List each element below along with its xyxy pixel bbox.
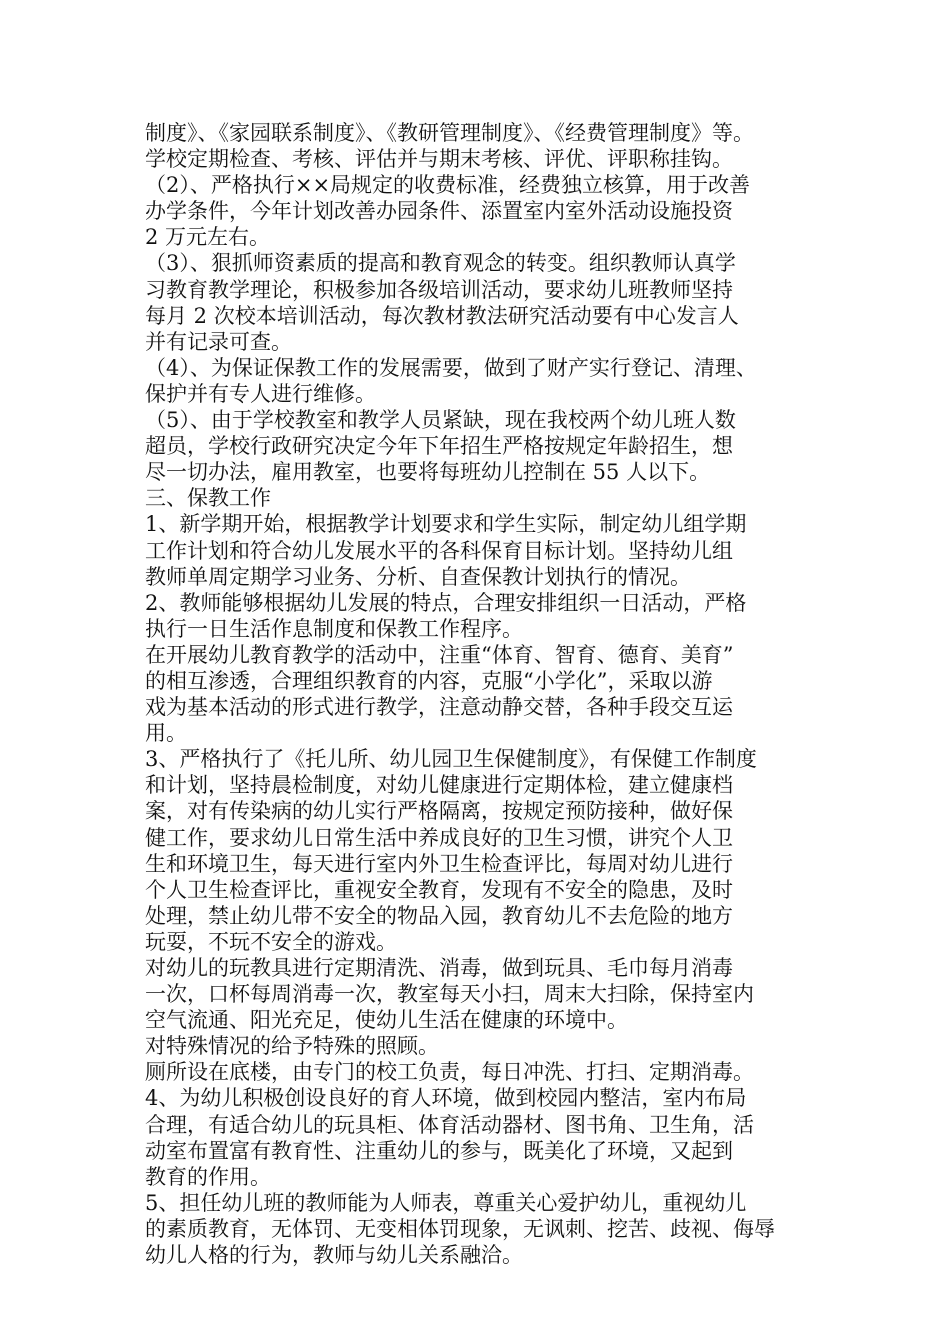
text-line: 处理，禁止幼儿带不安全的物品入园，教育幼儿不去危险的地方 <box>145 903 733 928</box>
text-line: 工作计划和符合幼儿发展水平的各科保育目标计划。坚持幼儿组 <box>145 538 733 563</box>
text-line: （4）、为保证保教工作的发展需要，做到了财产实行登记、清理、 <box>145 355 757 380</box>
text-line: 学校定期检查、考核、评估并与期末考核、评优、评职称挂钩。 <box>145 147 733 172</box>
text-line: 个人卫生检查评比，重视安全教育，发现有不安全的隐患，及时 <box>145 877 733 902</box>
text-line: 习教育教学理论，积极参加各级培训活动，要求幼儿班教师坚持 <box>145 277 733 302</box>
text-line: 合理，有适合幼儿的玩具柜、体育活动器材、图书角、卫生角，活 <box>145 1112 754 1137</box>
text-line: 超员，学校行政研究决定今年下年招生严格按规定年龄招生，想 <box>145 434 733 459</box>
text-line: 教师单周定期学习业务、分析、自查保教计划执行的情况。 <box>145 564 691 589</box>
text-line: 用。 <box>145 721 187 746</box>
text-line: （5）、由于学校教室和教学人员紧缺，现在我校两个幼儿班人数 <box>145 408 736 433</box>
text-line: 健工作，要求幼儿日常生活中养成良好的卫生习惯，讲究个人卫 <box>145 825 733 850</box>
text-line: 的素质教育，无体罚、无变相体罚现象，无讽刺、挖苦、歧视、侮辱 <box>145 1216 775 1241</box>
text-line: 玩耍，不玩不安全的游戏。 <box>145 929 397 954</box>
text-line: 保护并有专人进行维修。 <box>145 381 376 406</box>
text-line: 制度》、《家园联系制度》、《教研管理制度》、《经费管理制度》等。 <box>145 121 754 145</box>
text-line: 3、严格执行了《托儿所、幼儿园卫生保健制度》，有保健工作制度 <box>145 747 757 772</box>
text-line: 幼儿人格的行为，教师与幼儿关系融洽。 <box>145 1243 523 1268</box>
text-line: 空气流通、阳光充足，使幼儿生活在健康的环境中。 <box>145 1008 628 1033</box>
text-line: 厕所设在底楼，由专门的校工负责，每日冲洗、打扫、定期消毒。 <box>145 1060 754 1085</box>
document-body-text <box>145 120 815 1268</box>
text-line: 尽一切办法，雇用教室，也要将每班幼儿控制在 55 人以下。 <box>145 460 711 485</box>
text-line: 每月 2 次校本培训活动，每次教材教法研究活动要有中心发言人 <box>145 303 739 328</box>
text-line: 2、教师能够根据幼儿发展的特点，合理安排组织一日活动，严格 <box>145 590 747 615</box>
text-line: 一次，口杯每周消毒一次，教室每天小扫，周末大扫除，保持室内 <box>145 982 754 1007</box>
text-line: 对特殊情况的给予特殊的照顾。 <box>145 1034 439 1059</box>
text-line: 动室布置富有教育性、注重幼儿的参与，既美化了环境，又起到 <box>145 1138 733 1163</box>
text-line: 三、保教工作 <box>145 486 271 511</box>
text-line: 执行一日生活作息制度和保教工作程序。 <box>145 616 523 641</box>
text-line: 2 万元左右。 <box>145 225 271 250</box>
text-line: 办学条件，今年计划改善办园条件、添置室内室外活动设施投资 <box>145 199 733 224</box>
text-line: 戏为基本活动的形式进行教学，注意动静交替，各种手段交互运 <box>145 695 733 720</box>
text-line: 对幼儿的玩教具进行定期清洗、消毒，做到玩具、毛巾每月消毒 <box>145 956 733 980</box>
text-line: （2）、严格执行××局规定的收费标准，经费独立核算，用于改善 <box>145 173 751 198</box>
text-line: 生和环境卫生，每天进行室内外卫生检查评比，每周对幼儿进行 <box>145 851 733 876</box>
text-line: 并有记录可查。 <box>145 329 292 354</box>
text-line: （3）、狠抓师资素质的提高和教育观念的转变。组织教师认真学 <box>145 251 736 276</box>
text-line: 和计划，坚持晨检制度，对幼儿健康进行定期体检，建立健康档 <box>145 773 733 798</box>
text-line: 4、为幼儿积极创设良好的育人环境，做到校园内整洁，室内布局 <box>145 1086 747 1111</box>
text-line: 的相互渗透，合理组织教育的内容，克服“小学化”，采取以游 <box>145 668 713 693</box>
text-line: 5、担任幼儿班的教师能为人师表，尊重关心爱护幼儿，重视幼儿 <box>145 1190 747 1215</box>
text-line: 教育的作用。 <box>145 1164 271 1189</box>
text-line: 1、新学期开始，根据教学计划要求和学生实际，制定幼儿组学期 <box>145 512 747 537</box>
text-line: 在开展幼儿教育教学的活动中，注重“体育、智育、德育、美育” <box>145 642 734 667</box>
text-line: 案，对有传染病的幼儿实行严格隔离，按规定预防接种，做好保 <box>145 799 733 824</box>
